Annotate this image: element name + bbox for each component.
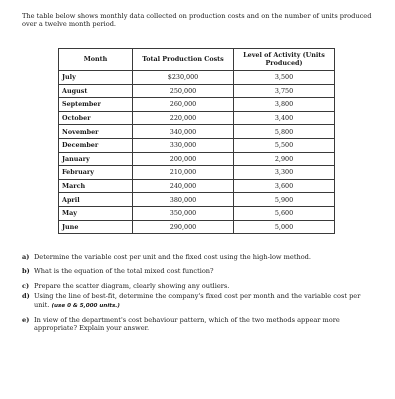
cell-month: February (59, 166, 133, 180)
intro-paragraph: The table below shows monthly data collected on production costs and on the number of units produced over a twelve month period. (22, 12, 372, 29)
table-body (59, 71, 335, 234)
handwritten-note: (use 0 & 5,000 units.) (51, 302, 120, 309)
table-row (59, 111, 335, 125)
table-row (59, 220, 335, 234)
question-letter: d) (22, 292, 30, 301)
cell-month: November (59, 125, 133, 139)
cell-month: March (59, 179, 133, 193)
question-text: In view of the department's cost behaviour pattern, which of the two methods appear more appropriate? Explain your answer. (34, 316, 340, 333)
cell-units: 3,800 (234, 98, 335, 112)
question-c (22, 282, 367, 290)
question-e (22, 316, 367, 333)
question-text: Prepare the scatter diagram, clearly showing any outliers. (34, 281, 230, 290)
cell-month: July (59, 71, 133, 85)
cell-units: 5,900 (234, 193, 335, 207)
cell-total-cost: $230,000 (133, 71, 234, 85)
production-data-table (58, 48, 335, 234)
table-row (59, 71, 335, 85)
cell-month: May (59, 206, 133, 220)
cell-total-cost: 250,000 (133, 84, 234, 98)
header-level-of-activity: Level of Activity (Units Produced) (234, 49, 335, 71)
question-letter: e) (22, 316, 30, 325)
cell-units: 5,800 (234, 125, 335, 139)
table-row (59, 179, 335, 193)
cell-units: 2,900 (234, 152, 335, 166)
question-d (22, 292, 367, 310)
cell-total-cost: 260,000 (133, 98, 234, 112)
table-row (59, 152, 335, 166)
cell-total-cost: 350,000 (133, 206, 234, 220)
cell-total-cost: 330,000 (133, 138, 234, 152)
cell-units: 5,500 (234, 138, 335, 152)
cell-total-cost: 200,000 (133, 152, 234, 166)
question-b (22, 267, 367, 275)
questions-list (22, 253, 367, 339)
table-row (59, 98, 335, 112)
cell-units: 5,600 (234, 206, 335, 220)
question-letter: c) (22, 281, 30, 290)
cell-month: December (59, 138, 133, 152)
header-total-production-costs: Total Production Costs (133, 49, 234, 71)
table-row (59, 193, 335, 207)
cell-total-cost: 240,000 (133, 179, 234, 193)
question-letter: a) (22, 253, 30, 261)
question-text: Determine the variable cost per unit and the fixed cost using the high-low method. (34, 253, 312, 261)
table-row (59, 125, 335, 139)
cell-month: January (59, 152, 133, 166)
cell-month: June (59, 220, 133, 234)
question-a (22, 253, 367, 261)
table-row (59, 84, 335, 98)
question-letter: b) (22, 267, 30, 276)
cell-month: August (59, 84, 133, 98)
cell-units: 3,500 (234, 71, 335, 85)
cell-month: April (59, 193, 133, 207)
cell-total-cost: 340,000 (133, 125, 234, 139)
table-row (59, 166, 335, 180)
cell-total-cost: 380,000 (133, 193, 234, 207)
cell-units: 3,400 (234, 111, 335, 125)
cell-units: 3,750 (234, 84, 335, 98)
cell-total-cost: 210,000 (133, 166, 234, 180)
cell-units: 5,000 (234, 220, 335, 234)
question-text: What is the equation of the total mixed cost function? (34, 267, 214, 276)
header-month: Month (59, 49, 133, 71)
cell-units: 3,600 (234, 179, 335, 193)
question-text (34, 292, 367, 310)
table-header-row (59, 49, 335, 71)
table-row (59, 206, 335, 220)
cell-month: September (59, 98, 133, 112)
cell-month: October (59, 111, 133, 125)
table-row (59, 138, 335, 152)
cell-units: 3,300 (234, 166, 335, 180)
cell-total-cost: 290,000 (133, 220, 234, 234)
cell-total-cost: 220,000 (133, 111, 234, 125)
question-d-body: Using the line of best-fit, determine the company's fixed cost per month and the variable cost per unit. (34, 292, 361, 309)
